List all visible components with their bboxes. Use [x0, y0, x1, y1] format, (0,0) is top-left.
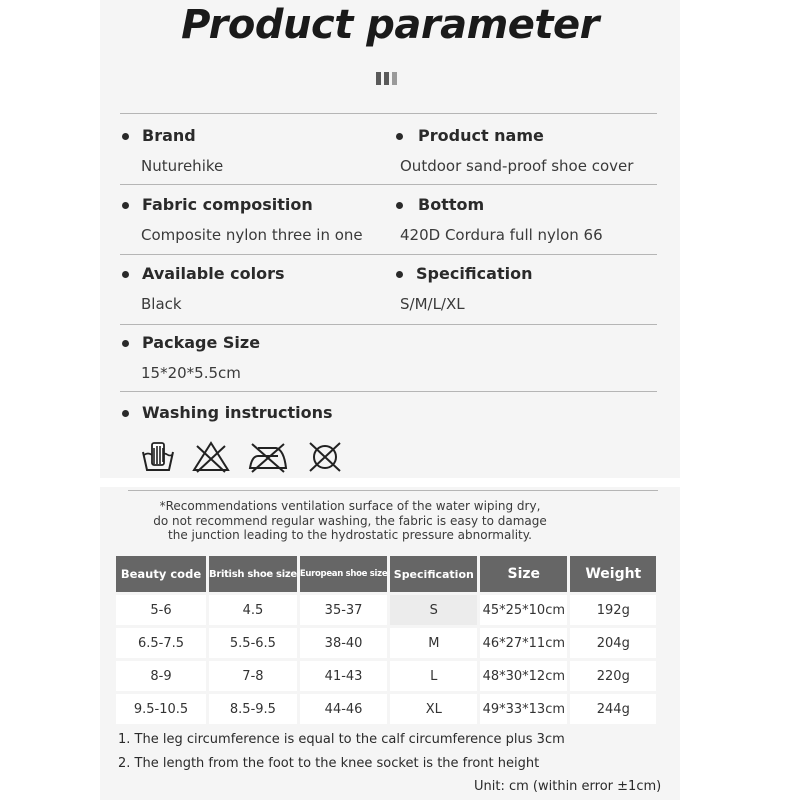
- bullet-icon: [122, 133, 129, 140]
- table-cell: 4.5: [209, 595, 297, 625]
- bullet-icon: [122, 410, 129, 417]
- divider: [120, 324, 657, 325]
- divider: [128, 490, 658, 491]
- table-cell: S: [390, 595, 477, 625]
- divider: [120, 391, 657, 392]
- no-bleach-icon: [191, 440, 231, 474]
- table-cell: 35-37: [300, 595, 387, 625]
- column-header: British shoe size: [209, 556, 297, 592]
- care-note-line: do not recommend regular washing, the fabric is easy to damage: [153, 513, 547, 528]
- param-value-colors: Black: [141, 295, 182, 313]
- table-row: [116, 628, 656, 658]
- table-cell: 49*33*13cm: [480, 694, 567, 724]
- param-label-bottom: Bottom: [418, 195, 485, 214]
- care-note-line: the junction leading to the hydrostatic pressure abnormality.: [168, 528, 532, 542]
- table-cell: 192g: [570, 595, 656, 625]
- footnote: 2. The length from the foot to the knee socket is the front height: [118, 756, 540, 771]
- table-cell: 220g: [570, 661, 656, 691]
- bullet-icon: [396, 271, 403, 278]
- table-cell: 38-40: [300, 628, 387, 658]
- unit-note: Unit: cm (within error ±1cm): [474, 779, 662, 794]
- param-value-bottom: 420D Cordura full nylon 66: [400, 226, 603, 244]
- table-row: [116, 694, 656, 724]
- bullet-icon: [396, 133, 403, 140]
- page-title: Product parameter: [181, 2, 599, 48]
- hand-wash-icon: [140, 440, 176, 474]
- column-header: Size: [480, 556, 567, 592]
- table-cell: 46*27*11cm: [480, 628, 567, 658]
- bullet-icon: [396, 202, 403, 209]
- table-cell: 244g: [570, 694, 656, 724]
- column-header: Specification: [390, 556, 477, 592]
- table-cell: 204g: [570, 628, 656, 658]
- table-cell: 9.5-10.5: [116, 694, 206, 724]
- washing-icons: [140, 440, 345, 474]
- param-value-fabric: Composite nylon three in one: [141, 226, 363, 244]
- param-value-package-size: 15*20*5.5cm: [141, 364, 241, 382]
- table-cell: 8-9: [116, 661, 206, 691]
- column-header: European shoe size: [300, 556, 387, 592]
- param-label-brand: Brand: [142, 126, 196, 145]
- table-cell: XL: [390, 694, 477, 724]
- bullet-icon: [122, 340, 129, 347]
- param-value-specification: S/M/L/XL: [400, 295, 465, 313]
- divider: [120, 254, 657, 255]
- table-row: [116, 661, 656, 691]
- bullet-icon: [122, 271, 129, 278]
- title-decoration: [376, 72, 397, 85]
- table-cell: M: [390, 628, 477, 658]
- care-note: [100, 499, 600, 543]
- size-table: [113, 553, 659, 727]
- table-cell: 45*25*10cm: [480, 595, 567, 625]
- care-note-line: *Recommendations ventilation surface of the water wiping dry,: [159, 499, 541, 513]
- table-cell: 5.5-6.5: [209, 628, 297, 658]
- column-header: Beauty code: [116, 556, 206, 592]
- table-cell: 8.5-9.5: [209, 694, 297, 724]
- no-tumble-dry-icon: [305, 440, 345, 474]
- param-value-brand: Nuturehike: [141, 157, 224, 175]
- param-value-product-name: Outdoor sand-proof shoe cover: [400, 157, 634, 175]
- param-label-package-size: Package Size: [142, 333, 261, 352]
- param-label-fabric: Fabric composition: [142, 195, 313, 214]
- param-label-product-name: Product name: [418, 126, 544, 145]
- table-cell: 5-6: [116, 595, 206, 625]
- table-header-row: [116, 556, 656, 592]
- table-cell: 6.5-7.5: [116, 628, 206, 658]
- table-cell: 48*30*12cm: [480, 661, 567, 691]
- param-label-specification: Specification: [416, 264, 533, 283]
- divider: [120, 184, 657, 185]
- column-header: Weight: [570, 556, 656, 592]
- table-cell: 7-8: [209, 661, 297, 691]
- divider: [120, 113, 657, 114]
- table-cell: 41-43: [300, 661, 387, 691]
- table-row: [116, 595, 656, 625]
- param-label-washing: Washing instructions: [142, 403, 333, 422]
- bullet-icon: [122, 202, 129, 209]
- table-cell: L: [390, 661, 477, 691]
- table-cell: 44-46: [300, 694, 387, 724]
- param-label-colors: Available colors: [142, 264, 285, 283]
- no-iron-icon: [246, 440, 290, 474]
- footnote: 1. The leg circumference is equal to the calf circumference plus 3cm: [118, 732, 565, 747]
